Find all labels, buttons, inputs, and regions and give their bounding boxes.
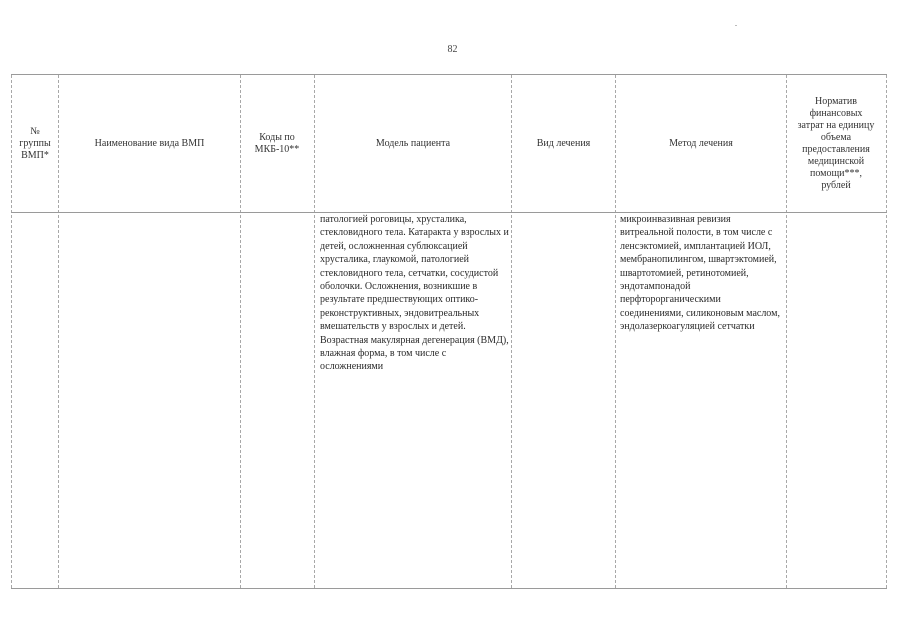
header-cost-norm: Норматив финансовых затрат на единицу объема предоставления медицинской помощи***, рублей xyxy=(797,95,875,191)
cell-treatment-method: микроинвазивная ревизия витреальной полости, в том числе с ленсэктомией, имплантацией ИОЛ, мембранопилингом, швартэктомией, швартотомией, ретинотомией, эндотампонадой перфторорганическими соединениями, силиконовым маслом, эндолазеркоагуляцией сетчатки xyxy=(620,214,780,333)
column-divider xyxy=(240,75,241,588)
column-divider xyxy=(886,75,887,588)
vmp-table xyxy=(11,74,887,589)
header-group-no: № группы ВМП* xyxy=(19,125,51,161)
header-treatment-method: Метод лечения xyxy=(669,137,733,149)
header-patient-model: Модель пациента xyxy=(375,137,451,149)
page-number: 82 xyxy=(447,44,458,55)
header-treatment-type: Вид лечения xyxy=(536,137,591,149)
header-vmp-name: Наименование вида ВМП xyxy=(94,137,205,149)
cell-patient-model: патологией роговицы, хрусталика, стекловидного тела. Катаракта у взрослых и детей, осложненная сублюксацией хрусталика, глаукомой, патологией стекловидного тела, сетчатки, сосудистой оболочки. Осложнения, возникшие в результате предшествующих оптико-реконструктивных, эндовитреальных вмешательств у взрослых и детей. Возрастная макулярная дегенерация (ВМД), влажная форма, в том числе с осложнениями xyxy=(320,214,509,373)
scan-speck xyxy=(735,25,737,26)
column-divider xyxy=(786,75,787,588)
header-icd-codes: Коды по МКБ-10** xyxy=(254,131,300,155)
